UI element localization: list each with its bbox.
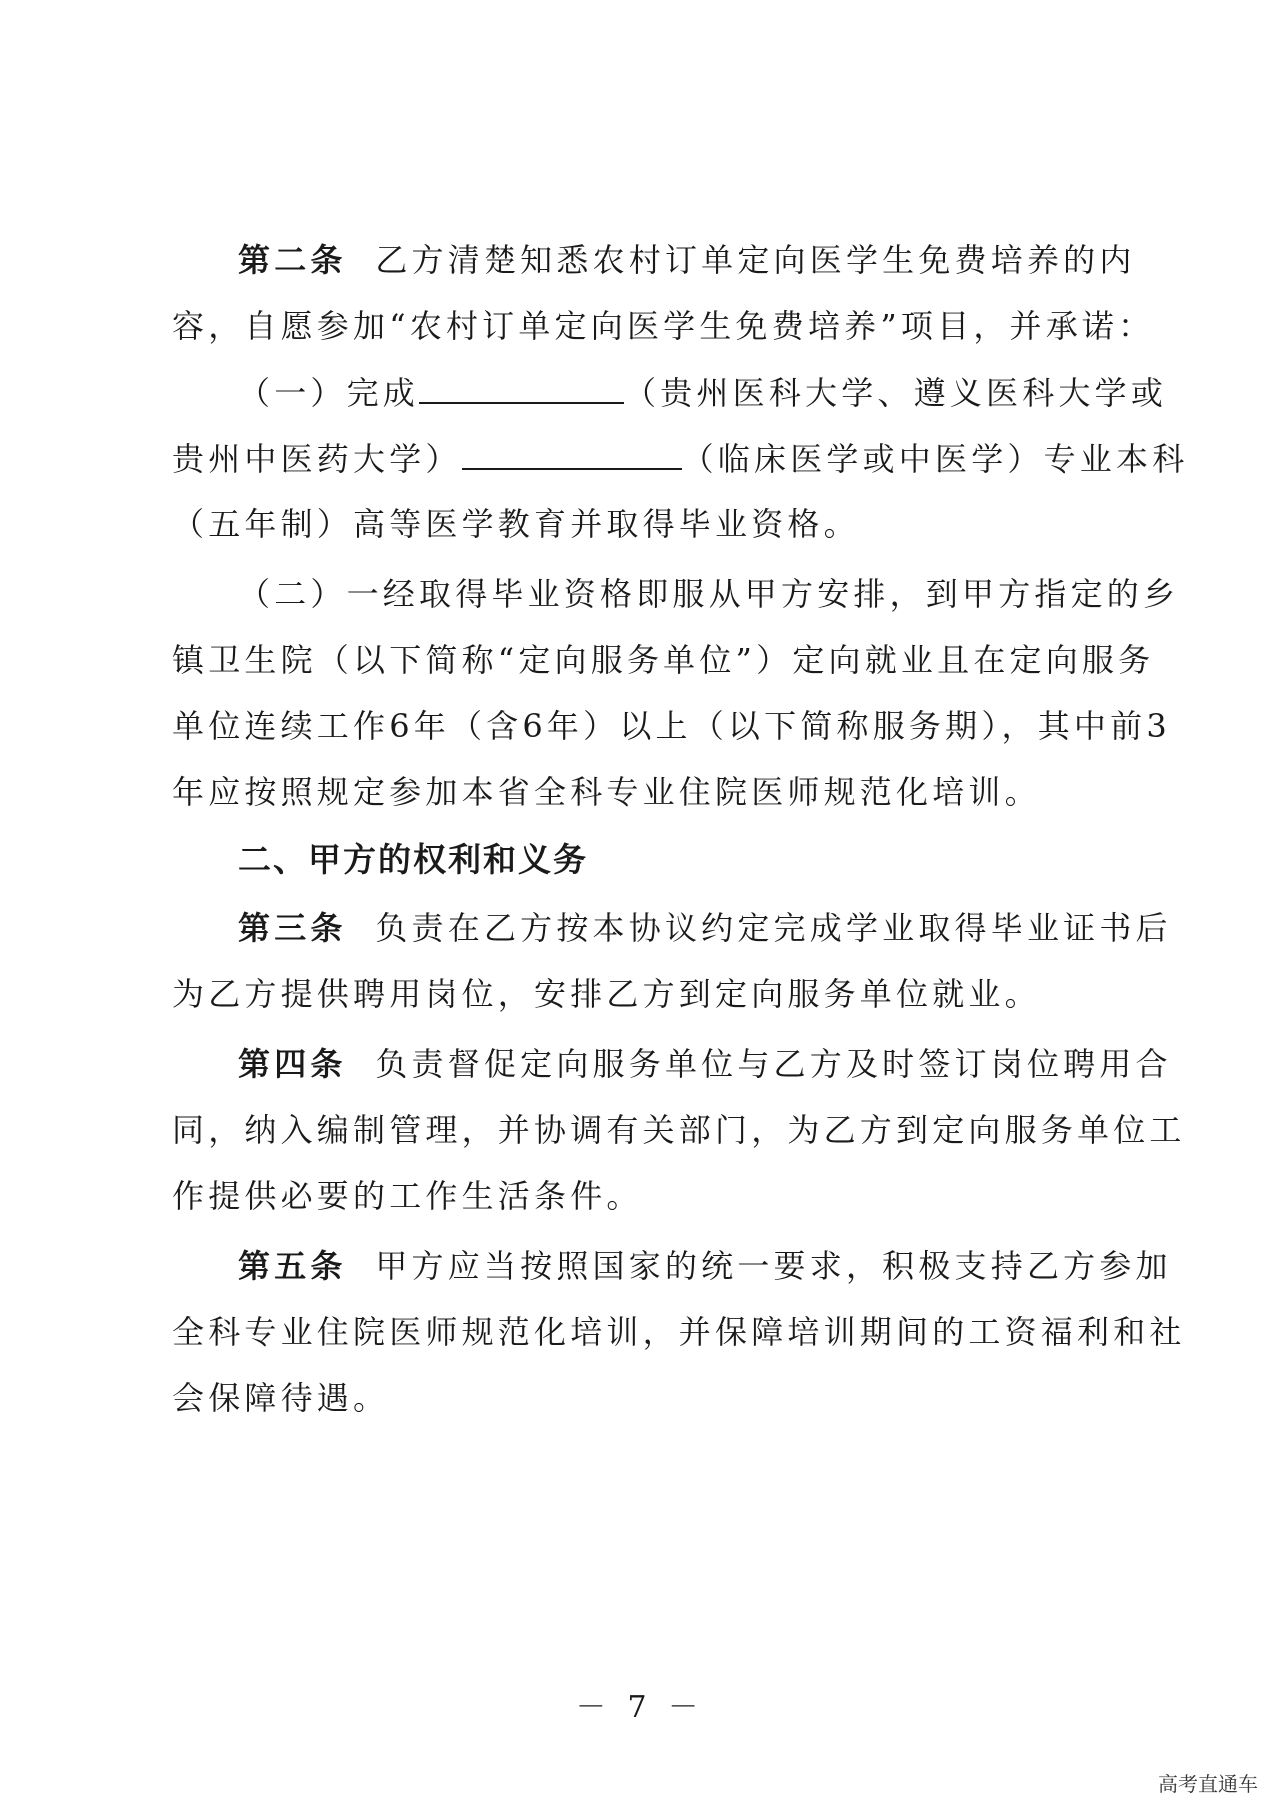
article4-line2: 同，纳入编制管理，并协调有关部门，为乙方到定向服务单位工	[172, 1111, 1186, 1149]
article2-line1	[238, 240, 1136, 280]
page-number: － 7 －	[575, 1690, 705, 1725]
article2-item1-line2	[172, 438, 1189, 479]
article5-line3: 会保障待遇。	[172, 1379, 390, 1417]
article2-item1-line1	[238, 372, 1168, 413]
article2-line2: 容，自愿参加“农村订单定向医学生免费培养”项目，并承诺：	[172, 307, 1155, 345]
article2-item2-line2: 镇卫生院（以下简称“定向服务单位”）定向就业且在定向服务	[172, 641, 1155, 679]
article2-item2-line3: 单位连续工作6年（含6年）以上（以下简称服务期），其中前3	[172, 707, 1171, 745]
article4-label: 第四条	[238, 1045, 347, 1083]
article2-item2-line4: 年应按照规定参加本省全科专业住院医师规范化培训。	[172, 773, 1041, 811]
section-heading: 二、甲方的权利和义务	[238, 840, 588, 879]
school-blank-field	[419, 372, 624, 404]
article5-line2: 全科专业住院医师规范化培训，并保障培训期间的工资福利和社	[172, 1313, 1186, 1351]
item1-major-options: （临床医学或中医学）专业本科	[681, 440, 1189, 478]
article4-line3: 作提供必要的工作生活条件。	[172, 1177, 643, 1215]
article3-label: 第三条	[238, 909, 347, 947]
article5-line1	[238, 1246, 1172, 1286]
item1-prefix: （一）完成	[238, 374, 420, 412]
article2-label: 第二条	[238, 241, 347, 279]
article3-line2: 为乙方提供聘用岗位，安排乙方到定向服务单位就业。	[172, 975, 1041, 1013]
article2-item1-line3: （五年制）高等医学教育并取得毕业资格。	[172, 505, 860, 543]
major-blank-field	[462, 438, 682, 470]
article2-text-1: 乙方清楚知悉农村订单定向医学生免费培养的内	[375, 241, 1136, 279]
article4-text-1: 负责督促定向服务单位与乙方及时签订岗位聘用合	[375, 1045, 1172, 1083]
article3-line1	[238, 908, 1172, 948]
article4-line1	[238, 1044, 1172, 1084]
item1-school-options: （贵州医科大学、遵义医科大学或	[624, 374, 1168, 412]
item1-school-tail: 贵州中医药大学）	[172, 440, 462, 478]
article2-item2-line1: （二）一经取得毕业资格即服从甲方安排，到甲方指定的乡	[238, 575, 1180, 613]
watermark-label: 高考直通车	[1158, 1772, 1258, 1796]
article5-text-1: 甲方应当按照国家的统一要求，积极支持乙方参加	[375, 1247, 1172, 1285]
article3-text-1: 负责在乙方按本协议约定完成学业取得毕业证书后	[375, 909, 1172, 947]
article5-label: 第五条	[238, 1247, 347, 1285]
